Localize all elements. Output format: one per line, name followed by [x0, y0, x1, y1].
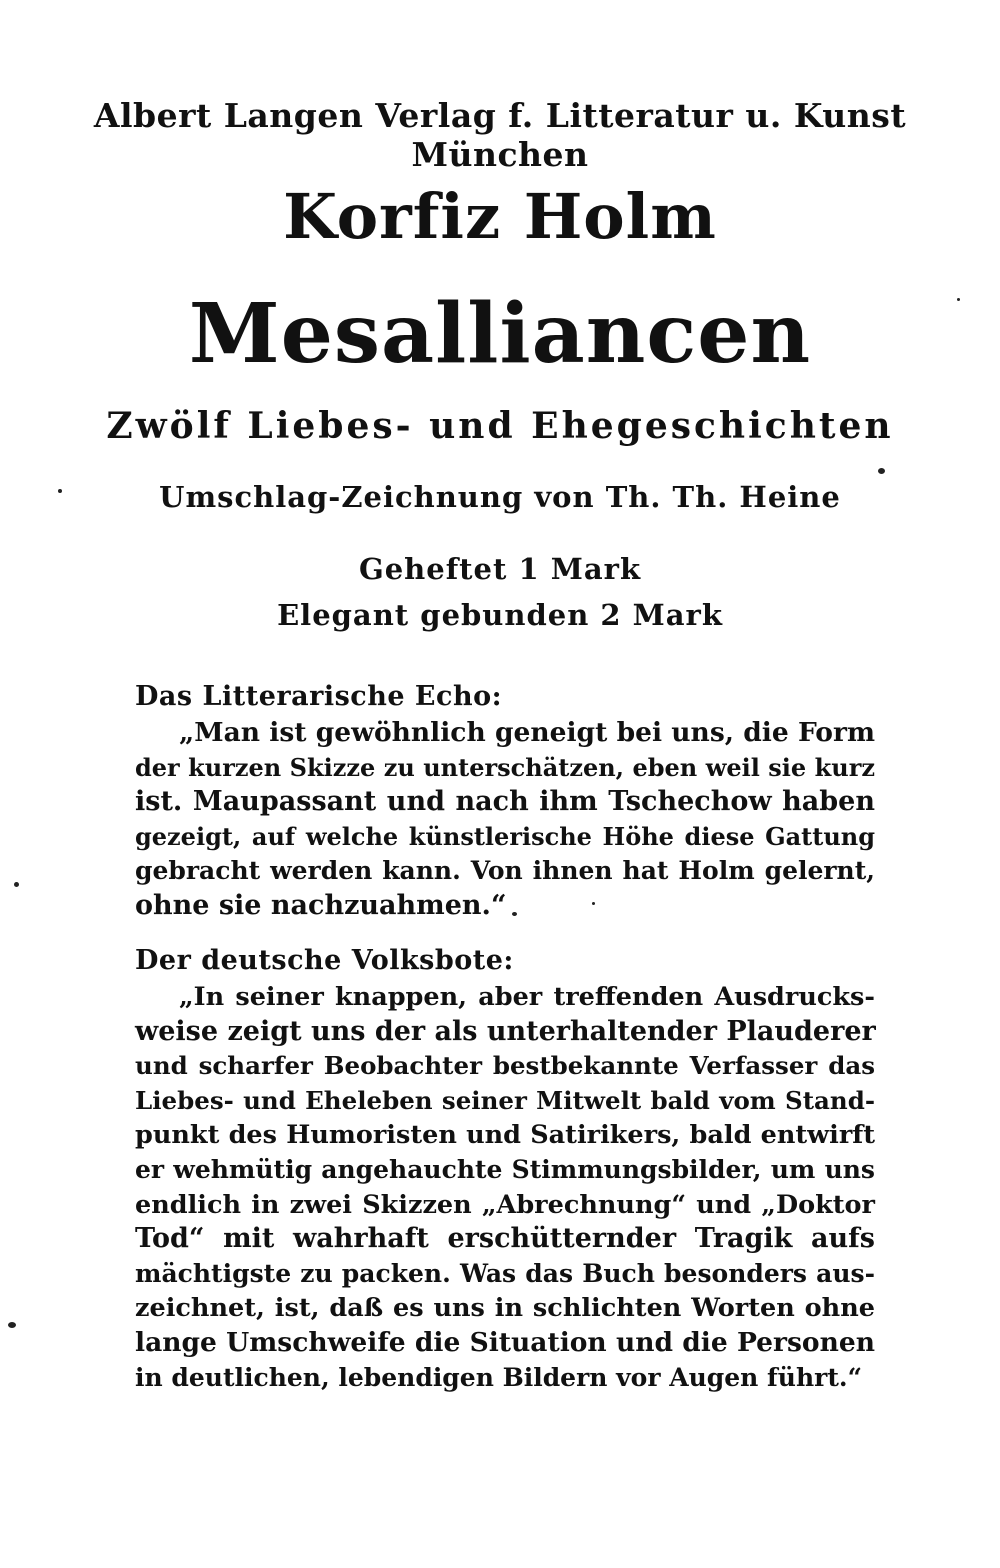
quote-line: Liebes- und Eheleben seiner Mitwelt bald vom Stand- — [135, 1085, 875, 1115]
quote-line: weise zeigt uns der als unterhaltender Plauderer — [135, 1015, 876, 1047]
review-deutscher-volksbote — [135, 942, 875, 1395]
quote-line: mächtigste zu packen. Was das Buch besonders aus- — [135, 1258, 875, 1288]
review-source: Das Litterarische Echo: — [135, 681, 503, 712]
quote-line: endlich in zwei Skizzen „Abrechnung“ und „Doktor — [135, 1189, 875, 1220]
price-bound: Elegant gebunden 2 Mark — [277, 598, 723, 632]
book-title: Mesalliancen — [188, 286, 812, 382]
review-source: Der deutsche Volksbote: — [135, 945, 514, 976]
scan-speck — [592, 902, 595, 905]
price-paperback: Geheftet 1 Mark — [358, 552, 642, 586]
author-name: Korfiz Holm — [283, 180, 717, 253]
quote-line: gezeigt, auf welche künstlerische Höhe diese Gattung — [135, 821, 875, 851]
quote-line: zeichnet, ist, daß es uns in schlichten Worten ohne — [135, 1293, 875, 1324]
quote-line: Tod“ mit wahrhaft erschütternder Tragik aufs — [135, 1223, 875, 1255]
quote-line: und scharfer Beobachter bestbekannte Verfasser das — [135, 1051, 875, 1081]
scan-speck — [8, 1322, 16, 1328]
quote-line: ohne sie nachzuahmen.“ — [135, 889, 507, 921]
quote-line: gebracht werden kann. Von ihnen hat Holm gelernt, — [135, 856, 875, 886]
quote-line: lange Umschweife die Situation und die Personen — [135, 1326, 875, 1358]
cover-illustration-credit: Umschlag-Zeichnung von Th. Th. Heine — [159, 480, 841, 514]
quote-line: ist. Maupassant und nach ihm Tschechow haben — [135, 786, 875, 818]
scan-speck — [878, 468, 885, 474]
quote-line: punkt des Humoristen und Satirikers, bald entwirft — [135, 1120, 875, 1151]
quote-line: er wehmütig angehauchte Stimmungsbilder, um uns — [135, 1154, 875, 1184]
scan-speck — [58, 489, 62, 493]
review-quote — [135, 716, 875, 924]
quote-line: in deutlichen, lebendigen Bildern vor Augen führt.“ — [135, 1362, 862, 1392]
scan-speck — [957, 298, 960, 301]
scan-speck — [512, 912, 517, 916]
publisher-line: Albert Langen Verlag f. Litteratur u. Kunst München — [93, 96, 907, 174]
scan-speck — [14, 882, 19, 887]
quote-line: „Man ist gewöhnlich geneigt bei uns, die Form — [179, 717, 875, 748]
quote-line: „In seiner knappen, aber treffenden Ausdrucks- — [179, 982, 875, 1012]
book-subtitle: Zwölf Liebes- und Ehegeschichten — [106, 405, 894, 447]
review-literarisches-echo — [135, 678, 875, 924]
review-quote — [135, 980, 875, 1395]
quote-line: der kurzen Skizze zu unterschätzen, eben weil sie kurz — [135, 752, 875, 782]
